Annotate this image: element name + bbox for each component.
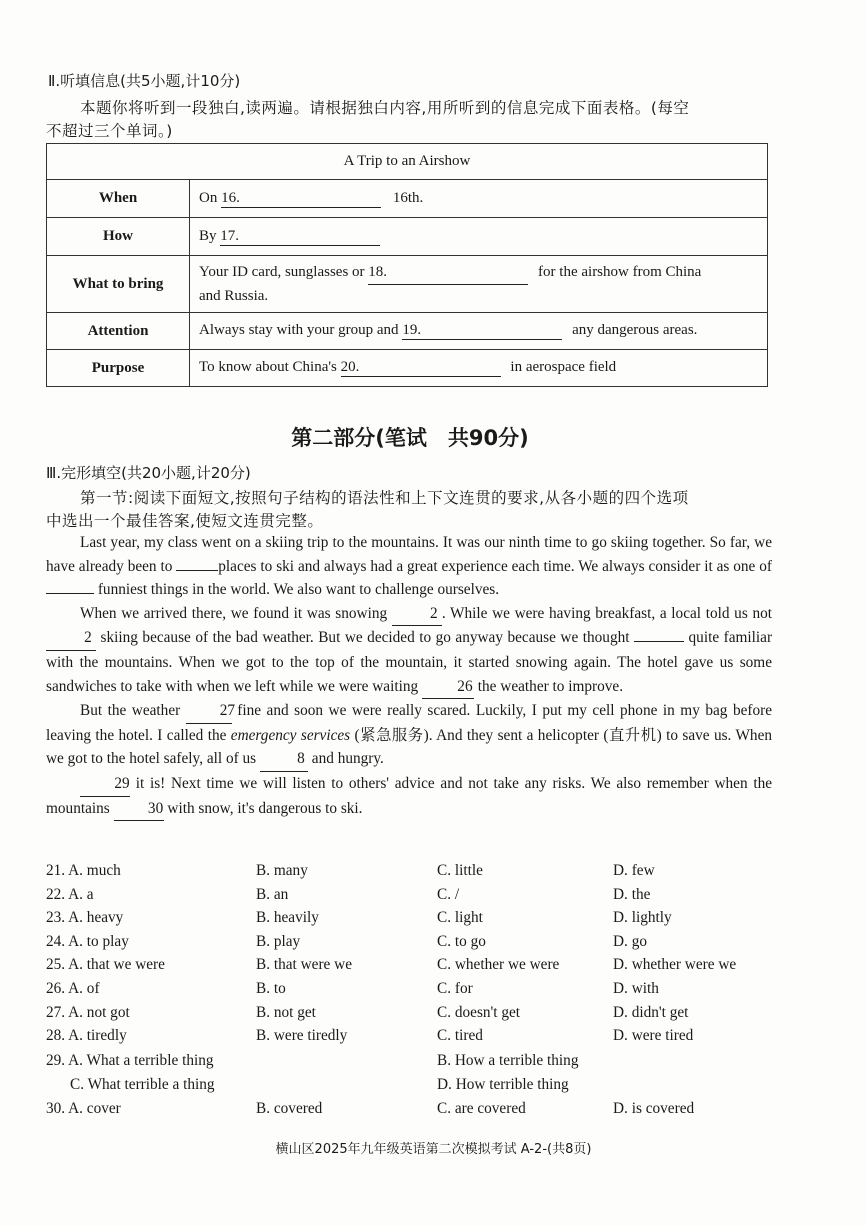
option-21-b[interactable]: B. many [256,862,308,879]
instruction-line-1: 本题你将听到一段独白,读两遍。请根据独白内容,用所听到的信息完成下面表格。(每空 [80,99,690,117]
option-28-b[interactable]: B. were tiredly [256,1027,348,1045]
instruction-line-2: 不超过三个单词。) [46,122,173,140]
row-pre: On [199,189,222,206]
part-title: 第二部分(笔试 共90分) [291,426,529,450]
page-footer: 横山区2025年九年级英语第二次模拟考试 A-2-(共8页) [275,1142,592,1157]
option-30-b[interactable]: B. covered [256,1100,323,1117]
option-26-a[interactable]: 26. A. of [46,980,100,997]
option-22-b[interactable]: B. an [256,885,289,903]
cloze-passage [46,531,772,821]
option-29-c[interactable]: C. What terrible a thing [70,1076,215,1093]
table-row [47,180,768,218]
row-content [190,180,768,218]
blank-number: 20. [340,359,360,375]
text: (紧急服务). And they sent a helicopter (直升机) to save us. When we got to the hotel safely, all of us [46,726,773,768]
paragraph-1 [46,531,772,602]
option-25-b[interactable]: B. that were we [256,956,352,974]
row-pre: Your ID card, sunglasses or [199,263,369,280]
blank-number: 29 [114,774,130,792]
option-28-d[interactable]: D. were tired [613,1027,694,1045]
option-25-c[interactable]: C. whether we were [437,956,560,974]
option-23-a[interactable]: 23. A. heavy [46,909,124,927]
row-post: any dangerous areas. [572,322,698,338]
option-27-c[interactable]: C. doesn't get [437,1003,521,1021]
text: and hungry. [311,750,384,768]
answer-blank-17[interactable] [220,228,380,246]
row-label: Attention [47,313,190,350]
row-post: for the airshow from China [538,263,702,280]
blank-24[interactable] [46,626,96,651]
option-29-b[interactable]: B. How a terrible thing [437,1052,579,1069]
table-caption: A Trip to an Airshow [47,144,768,180]
row-content [190,256,768,313]
cloze-instruction-1: 第一节:阅读下面短文,按照句子结构的语法性和上下文连贯的要求,从各小题的四个选项 [80,489,689,507]
option-23-d[interactable]: D. lightly [613,909,672,927]
option-21-c[interactable]: C. little [437,862,483,879]
option-23-c[interactable]: C. light [437,909,483,927]
blank-number: 16. [221,189,240,206]
option-22-c[interactable]: C. / [437,885,460,903]
paragraph-3 [46,699,772,772]
text: while we were waiting [279,677,419,695]
text: quite familiar with the mountains. When we got to the top of the mountain, it started snowing again. The hotel gave us some sandwiches to take with when we left [46,629,773,695]
option-26-b[interactable]: B. to [256,980,286,997]
text: fine and soon we were really scared. Luckily, I put my cell phone in my bag before leaving the hotel. I called the [46,702,773,744]
text: . While we were having breakfast, a local told us not [441,604,773,622]
section-title: Ⅱ.听填信息(共5小题,计10分) [48,72,241,90]
option-30-a[interactable]: 30. A. cover [46,1100,121,1117]
blank-21[interactable] [176,570,218,571]
cloze-section-title: Ⅲ.完形填空(共20小题,计20分) [46,464,251,482]
blank-29[interactable] [80,772,130,797]
row-pre: To know about China's [199,359,341,375]
cloze-instruction-2: 中选出一个最佳答案,使短文连贯完整。 [46,512,324,530]
blank-number: 18. [368,263,388,280]
blank-number: 27 [219,702,236,720]
option-22-d[interactable]: D. the [613,885,651,903]
table-row [47,256,768,313]
row-label: How [47,218,190,256]
option-27-d[interactable]: D. didn't get [613,1003,689,1021]
option-30-d[interactable]: D. is covered [613,1100,695,1117]
option-29-a[interactable]: 29. A. What a terrible thing [46,1052,214,1069]
text: funniest things in the world. We also want to challenge ourselves. [97,581,500,599]
option-28-c[interactable]: C. tired [437,1027,483,1045]
row-content [190,350,768,387]
text: it is! Next time we will listen to others' advice and not take any risks. We also remember when the mountains [46,774,773,817]
row-post: 16th. [392,189,424,206]
option-21-d[interactable]: D. few [613,862,655,879]
row-post: in aerospace field [510,359,617,375]
text: places to ski and always had a great experience each time. We always consider it as one of [218,557,772,575]
text: But the weather [80,702,181,720]
row-post-2: and Russia. [199,287,269,304]
option-24-a[interactable]: 24. A. to play [46,932,129,950]
row-pre: Always stay with your group and [199,322,403,338]
blank-22[interactable] [46,593,94,594]
blank-25[interactable] [634,641,684,642]
blank-number: 17. [220,227,240,244]
table-row [47,313,768,350]
blank-27[interactable] [186,699,236,724]
blank-number: 30 [147,799,164,817]
option-27-a[interactable]: 27. A. not got [46,1003,130,1021]
option-29-d[interactable]: D. How terrible thing [437,1076,569,1093]
option-26-c[interactable]: C. for [437,980,473,997]
blank-28[interactable] [260,747,308,772]
paragraph-2 [46,602,772,699]
option-22-a[interactable]: 22. A. a [46,885,94,903]
option-24-d[interactable]: D. go [613,932,647,950]
emphasis-text: emergency services [230,726,351,744]
option-26-d[interactable]: D. with [613,980,659,997]
answer-blank-19[interactable] [402,322,562,340]
text: with snow, it's dangerous to ski. [167,799,363,817]
blank-number: 19. [402,322,422,338]
airshow-table [46,143,768,387]
answer-blank-18[interactable] [368,261,528,285]
row-label: What to bring [47,256,190,313]
option-23-b[interactable]: B. heavily [256,909,319,927]
blank-number: 2 [84,629,92,647]
blank-30[interactable] [114,797,164,822]
row-pre: By [199,227,221,244]
option-25-a[interactable]: 25. A. that we were [46,956,165,974]
text: When we arrived there, we found it was snowing [80,604,388,622]
option-24-b[interactable]: B. play [256,932,301,950]
text: skiing because of the bad weather. But we decided to go anyway because we thought [100,629,630,647]
blank-number: 8 [297,750,305,768]
row-content [190,218,768,256]
paragraph-4 [46,772,772,821]
row-content [190,313,768,350]
row-label: Purpose [47,350,190,387]
answer-blank-20[interactable] [341,359,501,377]
table-row [47,350,768,387]
text: Last year, my class went on a skiing trip to the mountains. It was our ninth time to go skiing together. So far, we have already been to [46,534,772,575]
table-row [47,218,768,256]
option-28-a[interactable]: 28. A. tiredly [46,1027,127,1045]
row-label: When [47,180,190,218]
option-27-b[interactable]: B. not get [256,1003,316,1021]
blank-23[interactable] [392,602,442,627]
text: the weather to improve. [477,677,624,695]
answer-blank-16[interactable] [221,190,381,208]
option-21-a[interactable]: 21. A. much [46,862,121,879]
blank-number: 26 [457,677,473,695]
option-30-c[interactable]: C. are covered [437,1100,526,1117]
blank-number: 2 [429,604,438,622]
blank-26[interactable] [422,675,474,700]
option-25-d[interactable]: D. whether were we [613,956,737,974]
option-24-c[interactable]: C. to go [437,932,486,950]
